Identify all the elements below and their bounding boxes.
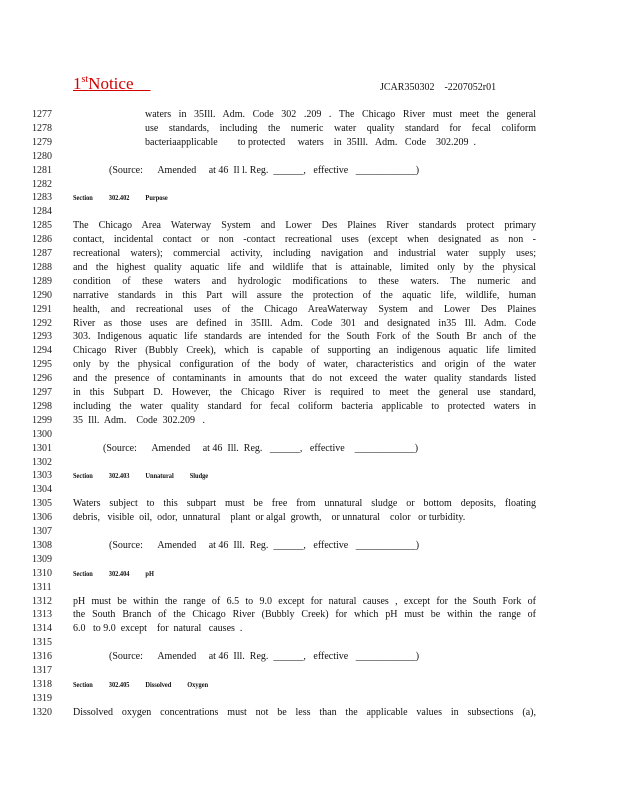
line-number: 1304 — [32, 484, 52, 496]
line-number: 1318 — [32, 678, 52, 690]
line-number: 1312 — [32, 595, 52, 607]
line-number: 1303 — [32, 470, 52, 482]
text-line: The Chicago Area Waterway System and Lower Des Plaines River standards protect primary — [73, 220, 536, 232]
section-heading: Section 302.402 Purpose — [73, 193, 168, 203]
line-number: 1295 — [32, 359, 52, 371]
section-heading: Section 302.405 Dissolved Oxygen — [73, 679, 209, 689]
text-line: condition of these waters and hydrologic modifications to these waters. The numeric and — [73, 275, 536, 287]
line-number: 1294 — [32, 345, 52, 357]
text-line: narrative standards in this Part will assure the protection of the aquatic life, wildlife, human — [73, 289, 536, 301]
text-line: use standards, including the numeric water quality standard for fecal coliform — [145, 122, 536, 134]
line-number: 1288 — [32, 261, 52, 273]
text-line: Chicago River (Bubbly Creek), which is capable of supporting an indigenous aquatic life limited — [73, 345, 536, 357]
text-line: health, and recreational uses of the Chicago AreaWaterway System and Lower Des Plaines — [73, 303, 536, 315]
text-line: including the water quality standard for fecal coliform bacteria applicable to protected waters in — [73, 400, 536, 412]
line-number: 1281 — [32, 164, 52, 176]
line-number: 1300 — [32, 428, 52, 440]
text-line: pH must be within the range of 6.5 to 9.0 except for natural causes , except for the South Fork of — [73, 595, 536, 607]
line-number: 1305 — [32, 498, 52, 510]
notice-heading — [73, 74, 151, 94]
line-number: 1287 — [32, 248, 52, 259]
line-number: 1319 — [32, 692, 52, 704]
text-line: recreational waters); commercial activity, including navigation and industrial water supply uses; — [73, 248, 536, 259]
line-number: 1296 — [32, 373, 52, 385]
line-number: 1315 — [32, 637, 52, 649]
line-number: 1289 — [32, 275, 52, 287]
line-number: 1310 — [32, 567, 52, 579]
line-number: 1291 — [32, 303, 52, 315]
text-line: 6.0 to 9.0 except for natural causes . — [73, 623, 243, 635]
line-number: 1277 — [32, 109, 52, 120]
line-number: 1278 — [32, 122, 52, 134]
notice-superscript: st — [81, 74, 89, 85]
text-line: and the highest quality aquatic life and wildlife that is attainable, limited only by the physical — [73, 261, 536, 273]
text-line: the South Branch of the Chicago River (Bubbly Creek) for which pH must be within the range of — [73, 609, 536, 621]
text-line: debris, visible oil, odor, unnatural plant or algal growth, or unnatural color or turbidity. — [73, 512, 466, 524]
text-line: (Source: Amended at 46 Ill. Reg. ______, effective ____________) — [103, 442, 419, 454]
text-line: Waters subject to this subpart must be free from unnatural sludge or bottom deposits, floating — [73, 498, 536, 510]
line-number: 1298 — [32, 400, 52, 412]
line-number: 1314 — [32, 623, 52, 635]
notice-word: Notice — [88, 74, 134, 93]
line-number: 1292 — [32, 317, 52, 329]
line-number: 1301 — [32, 442, 52, 454]
section-heading: Section 302.403 Unnatural Sludge — [73, 471, 209, 481]
text-line: 35 Ill. Adm. Code 302.209 . — [73, 414, 205, 426]
line-number: 1302 — [32, 456, 52, 468]
line-number: 1282 — [32, 178, 52, 190]
line-number: 1284 — [32, 206, 52, 218]
line-number: 1283 — [32, 192, 52, 204]
text-line: bacteriaapplicable to protected waters in 35Ill. Adm. Code 302.209 . — [145, 136, 477, 148]
text-line: in this Subpart D. However, the Chicago River is required to meet the general use standard, — [73, 387, 536, 398]
line-number: 1280 — [32, 150, 52, 162]
line-number: 1279 — [32, 136, 52, 148]
line-number: 1317 — [32, 665, 52, 676]
line-number: 1320 — [32, 706, 52, 718]
text-line: contact, incidental contact or non -contact recreational uses (except when designated as non - — [73, 234, 536, 246]
line-number: 1293 — [32, 331, 52, 343]
line-number: 1311 — [32, 581, 52, 593]
line-number: 1309 — [32, 553, 52, 565]
line-number: 1313 — [32, 609, 52, 621]
text-line: River as those uses are defined in 35Ill. Adm. Code 301 and designated in35 Ill. Adm. Code — [73, 317, 536, 329]
text-line: Dissolved oxygen concentrations must not be less than the applicable values in subsections (a), — [73, 706, 536, 718]
line-number: 1306 — [32, 512, 52, 524]
line-number: 1299 — [32, 414, 52, 426]
line-number: 1286 — [32, 234, 52, 246]
text-line: (Source: Amended at 46 Ill. Reg. ______, effective ____________) — [109, 651, 420, 663]
text-line: waters in 35Ill. Adm. Code 302 .209 . The Chicago River must meet the general — [145, 109, 536, 120]
line-number: 1307 — [32, 526, 52, 537]
document-code: JCAR350302 -2207052r01 — [380, 82, 497, 93]
line-number: 1285 — [32, 220, 52, 232]
section-heading: Section 302.404 pH — [73, 568, 154, 578]
line-number: 1297 — [32, 387, 52, 398]
line-number: 1308 — [32, 539, 52, 551]
text-line: (Source: Amended at 46 Il l. Reg. ______, effective ____________) — [109, 164, 420, 176]
line-number: 1290 — [32, 289, 52, 301]
line-number: 1316 — [32, 651, 52, 663]
text-line: 303. Indigenous aquatic life standards are intended for the South Fork of the South Br anch of the — [73, 331, 536, 343]
text-line: and the presence of contaminants in amounts that do not exceed the water quality standards listed — [73, 373, 536, 385]
text-line: only by the physical configuration of the body of water, characteristics and origin of the water — [73, 359, 536, 371]
text-line: (Source: Amended at 46 Ill. Reg. ______, effective ____________) — [109, 539, 420, 551]
notice-number: 1 — [73, 74, 82, 93]
